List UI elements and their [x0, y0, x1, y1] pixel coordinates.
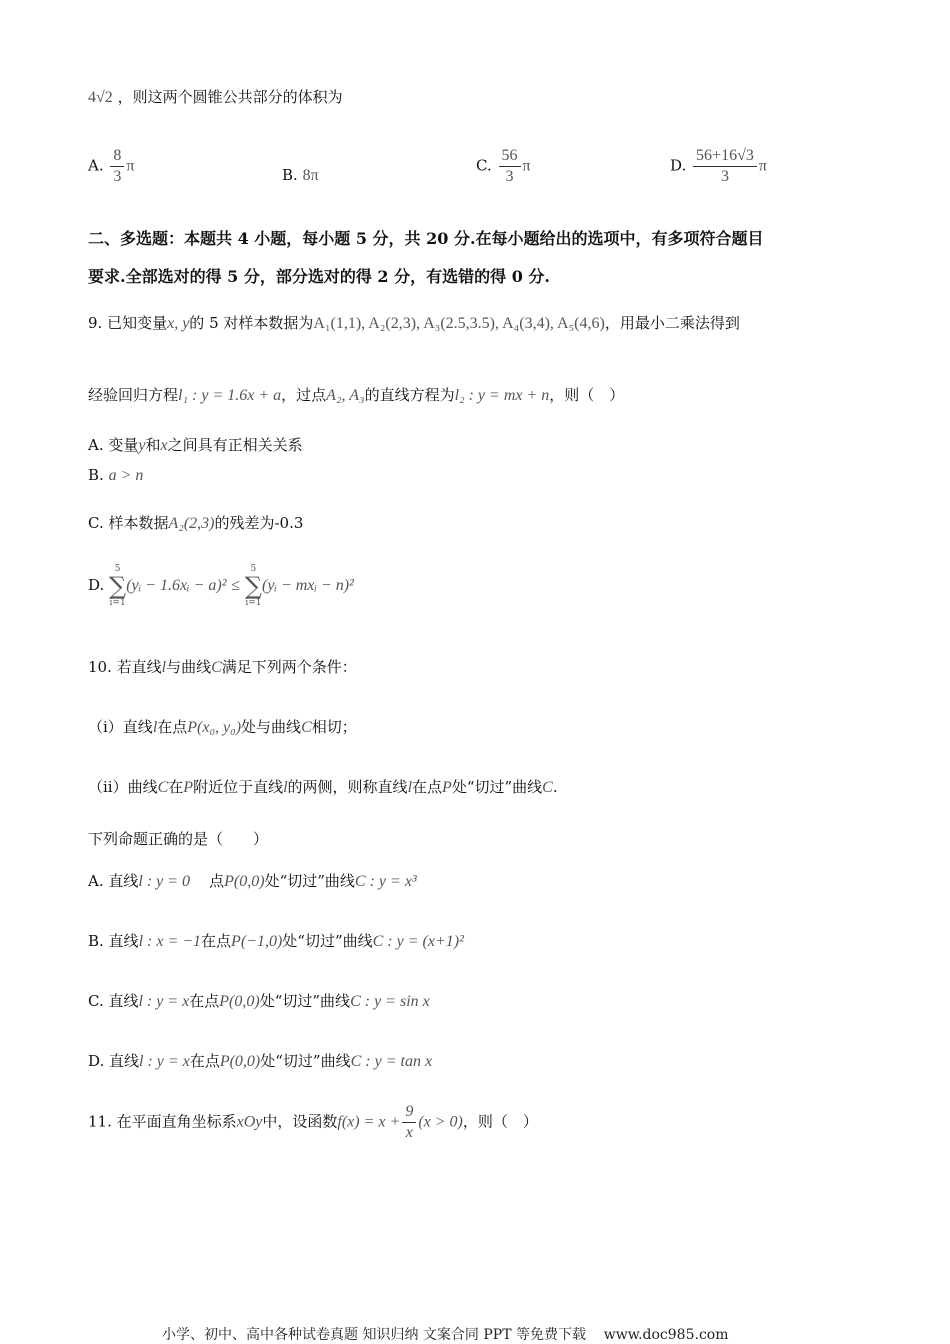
q10-option-c: C. 直线l : y = x在点P(0,0)处“切过”曲线C : y = sin x [88, 992, 430, 1010]
q10-option-d: D. 直线l : y = x在点P(0,0)处“切过”曲线C : y = tan x [88, 1052, 433, 1070]
summation: 5 ∑ i=1 [244, 564, 262, 608]
q9-option-b: B. a > n [88, 466, 144, 484]
q8-option-b: B. 8π [282, 166, 319, 184]
section-heading-line1: 二、多选题：本题共 4 小题，每小题 5 分，共 20 分.在每小题给出的选项中，有多项符合题目 [88, 229, 764, 248]
fraction: $\frac{56+16√3}{3}$ [693, 146, 757, 187]
q10-condition-1: （i）直线l在点P(x₀, y₀)处与曲线C相切； [88, 718, 357, 736]
q10-prompt: 下列命题正确的是（ ） [88, 830, 269, 848]
q10-option-a: A. 直线l : y = 0 点P(0,0)处“切过”曲线C : y = x³ [88, 872, 417, 890]
q8-option-a: A. $\frac{8}{3}$ π [88, 147, 135, 185]
section-heading-line2: 要求.全部选对的得 5 分，部分选对的得 2 分，有选错的得 0 分. [88, 267, 550, 286]
q8-option-d: D. $\frac{56+16√3}{3}$ π [670, 147, 767, 185]
intro-text: ，则这两个圆锥公共部分的体积为 [117, 88, 343, 106]
sqrt-value: 4√2 [88, 89, 113, 106]
q9-stem-line2: 经验回归方程l₁ : y = 1.6x + a，过点A₂, A₃的直线方程为l₂ : y = mx + n，则（ ） [88, 386, 625, 404]
fraction: $\frac{56}{3}$ [499, 146, 521, 187]
footer-text: 小学、初中、高中各种试卷真题 知识归纳 文案合同 PPT 等免费下载 [162, 1327, 586, 1343]
fraction: $\frac{9}{x}$ [402, 1102, 416, 1143]
footer-link[interactable]: www.doc985.com [603, 1327, 729, 1343]
q10-stem: 10. 若直线l与曲线C满足下列两个条件： [88, 658, 357, 676]
footer [162, 1324, 728, 1344]
q11-stem: 11. 在平面直角坐标系xOy中，设函数f(x) = x + $\frac{9}{x}$ (x > 0)，则（ ） [88, 1103, 538, 1141]
q10-option-b: B. 直线l : x = −1在点P(−1,0)处“切过”曲线C : y = (x+1)² [88, 932, 464, 950]
summation: 5 ∑ i=1 [109, 564, 127, 608]
intro-line [88, 86, 343, 107]
q9-stem-line1: 9. 已知变量x, y的 5 对样本数据为A₁(1,1), A₂(2,3), A₃(2.5,3.5), A₄(3,4), A₅(4,6)，用最小二乘法得到 [88, 314, 740, 332]
q9-option-a: A. 变量y和x之间具有正相关关系 [88, 436, 303, 454]
q9-option-c: C. 样本数据A₂(2,3)的残差为-0.3 [88, 514, 304, 532]
q10-condition-2: （ii）曲线C在P附近位于直线l的两侧，则称直线l在点P处“切过”曲线C. [88, 778, 558, 796]
q8-option-c: C. $\frac{56}{3}$ π [476, 147, 531, 185]
fraction: $\frac{8}{3}$ [110, 146, 124, 187]
q9-option-d: D. 5 ∑ i=1 (yᵢ − 1.6xᵢ − a)² ≤ 5 ∑ i=1 (yᵢ − mxᵢ − n)² [88, 564, 354, 608]
